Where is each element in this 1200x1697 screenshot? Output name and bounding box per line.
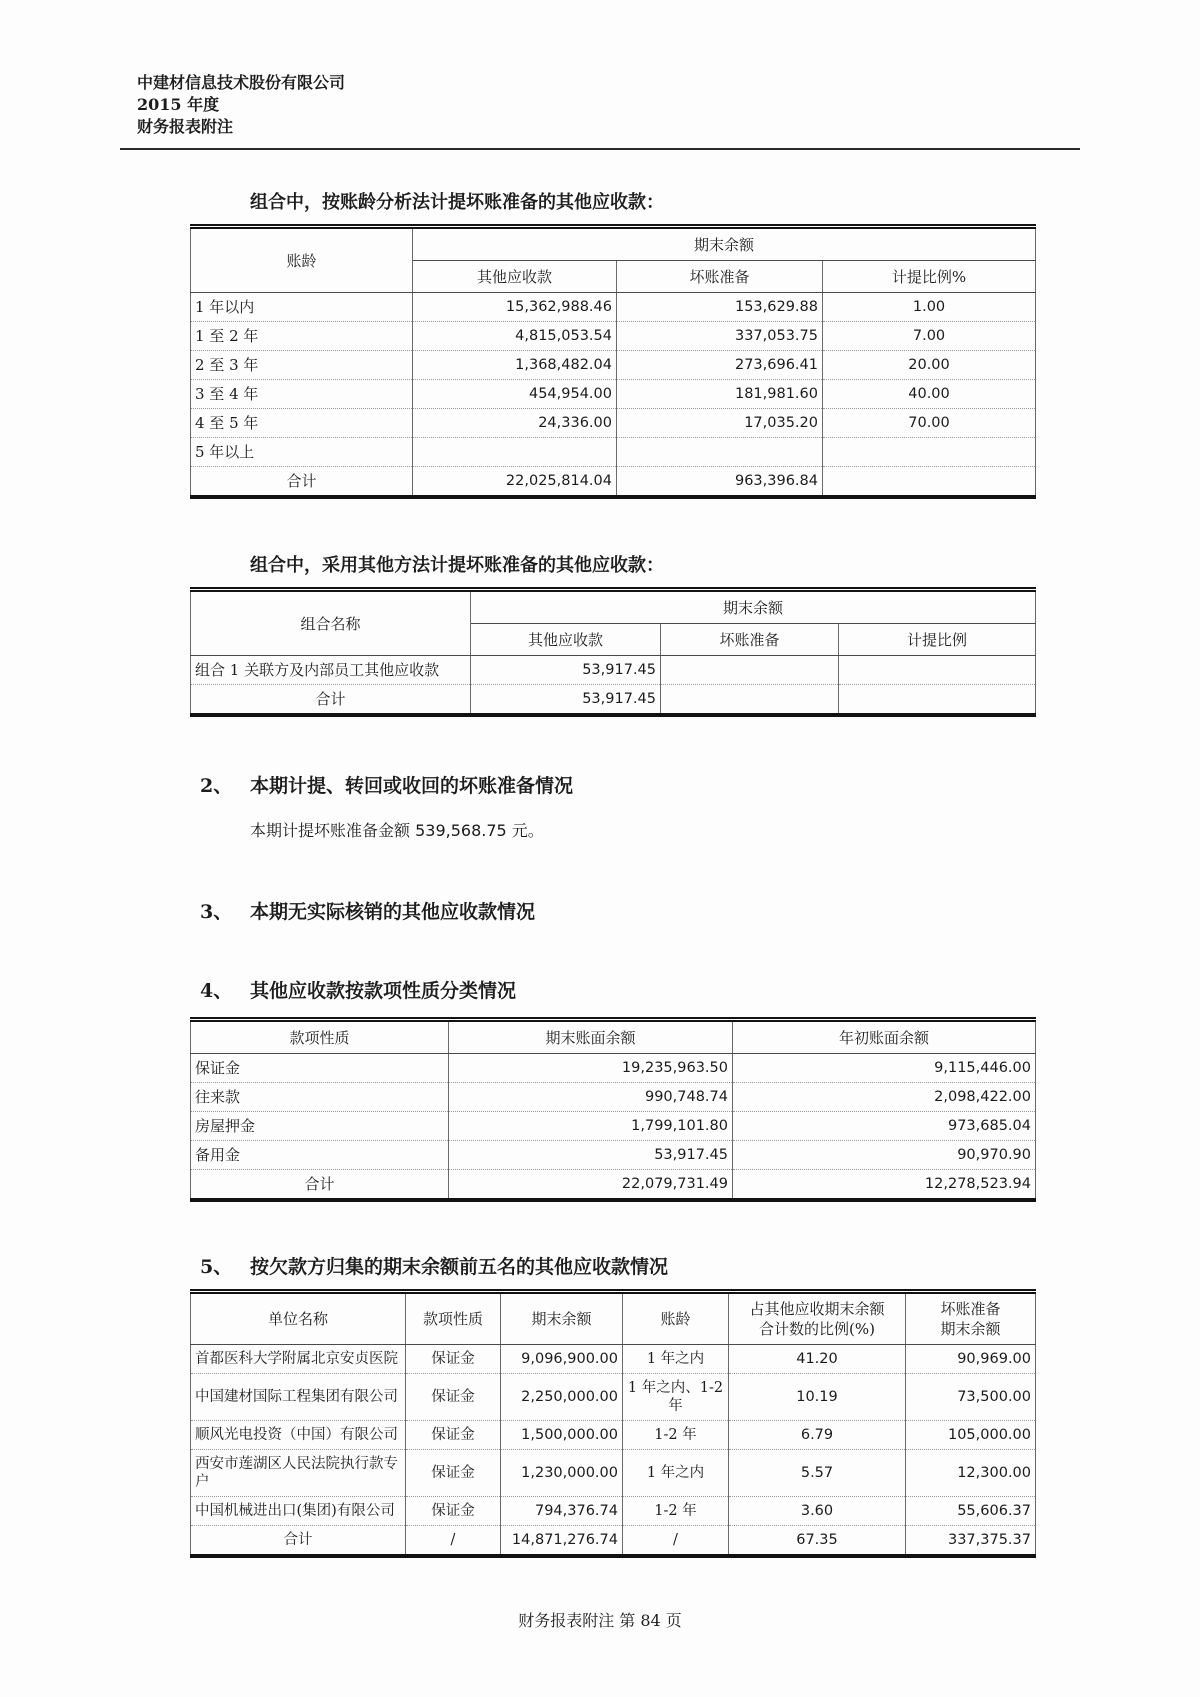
table-header-row xyxy=(191,590,1036,624)
cell-total-bad: 337,375.37 xyxy=(906,1526,1036,1557)
cell-bad: 73,500.00 xyxy=(906,1374,1036,1421)
letterhead xyxy=(120,0,1080,150)
aging-table-title: 组合中，按账龄分析法计提坏账准备的其他应收款： xyxy=(250,192,664,213)
cell-total-label: 合计 xyxy=(191,1170,449,1201)
col-header-bad-debt xyxy=(906,1292,1036,1345)
cell-total-provision: 963,396.84 xyxy=(617,467,823,498)
body-text: 元。 xyxy=(506,821,544,840)
cell-ratio: 40.00 xyxy=(823,380,1036,409)
table-header-row xyxy=(191,1020,1036,1054)
cell-nature: 保证金 xyxy=(406,1450,501,1497)
cell-nature: 保证金 xyxy=(191,1054,449,1083)
table-header-row xyxy=(191,227,1036,261)
cell-bad: 90,969.00 xyxy=(906,1345,1036,1374)
cell-nature: 房屋押金 xyxy=(191,1112,449,1141)
col-header-portfolio-name: 组合名称 xyxy=(191,590,471,656)
cell-total-amount: 22,025,814.04 xyxy=(413,467,617,498)
col-header-provision-ratio: 计提比例% xyxy=(823,261,1036,293)
cell-ratio: 20.00 xyxy=(823,351,1036,380)
section-4-title: 其他应收款按款项性质分类情况 xyxy=(250,980,517,1002)
col-header-ending-book-balance: 期末账面余额 xyxy=(449,1020,733,1054)
col-header-bad-debt-provision: 坏账准备 xyxy=(661,624,839,656)
table-row xyxy=(191,1112,1036,1141)
table-row xyxy=(191,1450,1036,1497)
col-header-ratio-line1: 占其他应收期末余额 xyxy=(749,1300,885,1318)
cell-amount: 1,368,482.04 xyxy=(413,351,617,380)
cell-age: 1 年以内 xyxy=(191,293,413,322)
cell-total-label: 合计 xyxy=(191,1526,406,1557)
col-header-beginning-book-balance: 年初账面余额 xyxy=(733,1020,1036,1054)
section-4-heading xyxy=(200,976,1035,1003)
cell-total-balance: 14,871,276.74 xyxy=(501,1526,623,1557)
cell-nature: 往来款 xyxy=(191,1083,449,1112)
table-total-row xyxy=(191,1526,1036,1557)
body-text: 本期计提坏账准备金额 xyxy=(250,821,416,840)
document-title: 财务报表附注 xyxy=(137,117,234,136)
table-row xyxy=(191,322,1036,351)
col-header-ratio xyxy=(729,1292,906,1345)
cell-total-provision xyxy=(661,685,839,716)
cell-provision xyxy=(617,438,823,467)
cell-ratio: 10.19 xyxy=(729,1374,906,1421)
cell-beginning: 90,970.90 xyxy=(733,1141,1036,1170)
cell-total-ending: 22,079,731.49 xyxy=(449,1170,733,1201)
cell-ratio xyxy=(823,438,1036,467)
table-row xyxy=(191,1345,1036,1374)
cell-age: 1 至 2 年 xyxy=(191,322,413,351)
cell-age: 1-2 年 xyxy=(623,1497,729,1526)
cell-age: 1 年之内、1-2 年 xyxy=(623,1374,729,1421)
cell-bad: 12,300.00 xyxy=(906,1450,1036,1497)
cell-unit: 中国建材国际工程集团有限公司 xyxy=(191,1374,406,1421)
cell-age: 3 至 4 年 xyxy=(191,380,413,409)
cell-unit: 中国机械进出口(集团)有限公司 xyxy=(191,1497,406,1526)
cell-beginning: 2,098,422.00 xyxy=(733,1083,1036,1112)
col-header-other-receivables: 其他应收款 xyxy=(413,261,617,293)
cell-amount: 15,362,988.46 xyxy=(413,293,617,322)
table-row xyxy=(191,380,1036,409)
table-row xyxy=(191,438,1036,467)
cell-ratio: 70.00 xyxy=(823,409,1036,438)
section-3-heading xyxy=(200,897,1035,924)
cell-ratio: 7.00 xyxy=(823,322,1036,351)
cell-beginning: 973,685.04 xyxy=(733,1112,1036,1141)
section-2-heading xyxy=(200,771,1035,798)
table-total-row xyxy=(191,467,1036,498)
cell-total-beginning: 12,278,523.94 xyxy=(733,1170,1036,1201)
cell-amount: 24,336.00 xyxy=(413,409,617,438)
col-header-ratio-line2: 合计数的比例(%) xyxy=(759,1320,875,1338)
cell-ratio: 3.60 xyxy=(729,1497,906,1526)
cell-nature: 备用金 xyxy=(191,1141,449,1170)
cell-total-amount: 53,917.45 xyxy=(471,685,661,716)
cell-ratio: 5.57 xyxy=(729,1450,906,1497)
cell-total-label: 合计 xyxy=(191,467,413,498)
table-row xyxy=(191,351,1036,380)
cell-balance: 1,500,000.00 xyxy=(501,1421,623,1450)
other-method-table xyxy=(190,587,1036,717)
section-2-title: 本期计提、转回或收回的坏账准备情况 xyxy=(250,775,574,797)
cell-provision xyxy=(661,656,839,685)
cell-amount: 4,815,053.54 xyxy=(413,322,617,351)
cell-provision: 17,035.20 xyxy=(617,409,823,438)
table-row xyxy=(191,1497,1036,1526)
cell-balance: 794,376.74 xyxy=(501,1497,623,1526)
cell-unit: 首都医科大学附属北京安贞医院 xyxy=(191,1345,406,1374)
cell-nature: 保证金 xyxy=(406,1421,501,1450)
cell-unit: 顺风光电投资（中国）有限公司 xyxy=(191,1421,406,1450)
cell-ratio: 41.20 xyxy=(729,1345,906,1374)
cell-portfolio: 组合 1 关联方及内部员工其他应收款 xyxy=(191,656,471,685)
cell-amount: 454,954.00 xyxy=(413,380,617,409)
cell-balance: 9,096,900.00 xyxy=(501,1345,623,1374)
col-header-nature: 款项性质 xyxy=(191,1020,449,1054)
cell-age: 5 年以上 xyxy=(191,438,413,467)
section-3-title: 本期无实际核销的其他应收款情况 xyxy=(250,901,536,923)
col-header-other-receivables: 其他应收款 xyxy=(471,624,661,656)
table-row xyxy=(191,1141,1036,1170)
cell-provision: 273,696.41 xyxy=(617,351,823,380)
table-row xyxy=(191,1421,1036,1450)
group-header-ending-balance: 期末余额 xyxy=(471,590,1036,624)
cell-bad: 105,000.00 xyxy=(906,1421,1036,1450)
cell-nature: 保证金 xyxy=(406,1374,501,1421)
cell-age: 1-2 年 xyxy=(623,1421,729,1450)
page-content xyxy=(190,188,1035,1558)
cell-balance: 1,230,000.00 xyxy=(501,1450,623,1497)
cell-balance: 2,250,000.00 xyxy=(501,1374,623,1421)
cell-ending: 53,917.45 xyxy=(449,1141,733,1170)
cell-total-nature: / xyxy=(406,1526,501,1557)
col-header-bad-debt-provision: 坏账准备 xyxy=(617,261,823,293)
cell-ending: 19,235,963.50 xyxy=(449,1054,733,1083)
table-row xyxy=(191,409,1036,438)
table-row xyxy=(191,1374,1036,1421)
section-5-number: 5、 xyxy=(200,1256,233,1278)
cell-provision: 181,981.60 xyxy=(617,380,823,409)
cell-ending: 1,799,101.80 xyxy=(449,1112,733,1141)
cell-age: 1 年之内 xyxy=(623,1345,729,1374)
provision-amount: 539,568.75 xyxy=(415,821,507,840)
company-name: 中建材信息技术股份有限公司 xyxy=(137,73,346,92)
col-header-nature: 款项性质 xyxy=(406,1292,501,1345)
cell-beginning: 9,115,446.00 xyxy=(733,1054,1036,1083)
table-row xyxy=(191,656,1036,685)
section-5-heading xyxy=(200,1252,1035,1279)
cell-total-label: 合计 xyxy=(191,685,471,716)
section-5-title: 按欠款方归集的期末余额前五名的其他应收款情况 xyxy=(250,1256,669,1278)
page-footer: 财务报表附注 第 84 页 xyxy=(518,1611,682,1630)
nature-table xyxy=(190,1017,1036,1202)
table-row xyxy=(191,293,1036,322)
aging-table xyxy=(190,224,1036,499)
cell-unit: 西安市莲湖区人民法院执行款专户 xyxy=(191,1450,406,1497)
col-header-age: 账龄 xyxy=(191,227,413,293)
top5-table xyxy=(190,1289,1036,1558)
section-2-number: 2、 xyxy=(200,775,233,797)
cell-provision: 153,629.88 xyxy=(617,293,823,322)
report-year: 2015 年度 xyxy=(137,95,220,114)
table-header-row xyxy=(191,1292,1036,1345)
section-3-number: 3、 xyxy=(200,901,233,923)
cell-ending: 990,748.74 xyxy=(449,1083,733,1112)
cell-age: 1 年之内 xyxy=(623,1450,729,1497)
cell-ratio: 6.79 xyxy=(729,1421,906,1450)
table-row xyxy=(191,1054,1036,1083)
cell-age: 4 至 5 年 xyxy=(191,409,413,438)
cell-age: 2 至 3 年 xyxy=(191,351,413,380)
section-4-number: 4、 xyxy=(200,980,233,1002)
table-total-row xyxy=(191,1170,1036,1201)
cell-amount xyxy=(413,438,617,467)
cell-total-ratio xyxy=(823,467,1036,498)
col-header-age: 账龄 xyxy=(623,1292,729,1345)
col-header-unit-name: 单位名称 xyxy=(191,1292,406,1345)
col-header-provision-ratio: 计提比例 xyxy=(839,624,1036,656)
group-header-ending-balance: 期末余额 xyxy=(413,227,1036,261)
cell-ratio: 1.00 xyxy=(823,293,1036,322)
cell-provision: 337,053.75 xyxy=(617,322,823,351)
cell-total-age: / xyxy=(623,1526,729,1557)
col-header-bad-line1: 坏账准备 xyxy=(940,1300,1001,1318)
cell-amount: 53,917.45 xyxy=(471,656,661,685)
cell-total-ratio xyxy=(839,685,1036,716)
other-method-table-title: 组合中，采用其他方法计提坏账准备的其他应收款： xyxy=(250,555,664,576)
col-header-ending-balance: 期末余额 xyxy=(501,1292,623,1345)
col-header-bad-line2: 期末余额 xyxy=(940,1320,1001,1338)
cell-nature: 保证金 xyxy=(406,1345,501,1374)
cell-total-ratio: 67.35 xyxy=(729,1526,906,1557)
cell-ratio xyxy=(839,656,1036,685)
cell-bad: 55,606.37 xyxy=(906,1497,1036,1526)
section-2-body xyxy=(250,818,1035,841)
table-row xyxy=(191,1083,1036,1112)
cell-nature: 保证金 xyxy=(406,1497,501,1526)
table-total-row xyxy=(191,685,1036,716)
